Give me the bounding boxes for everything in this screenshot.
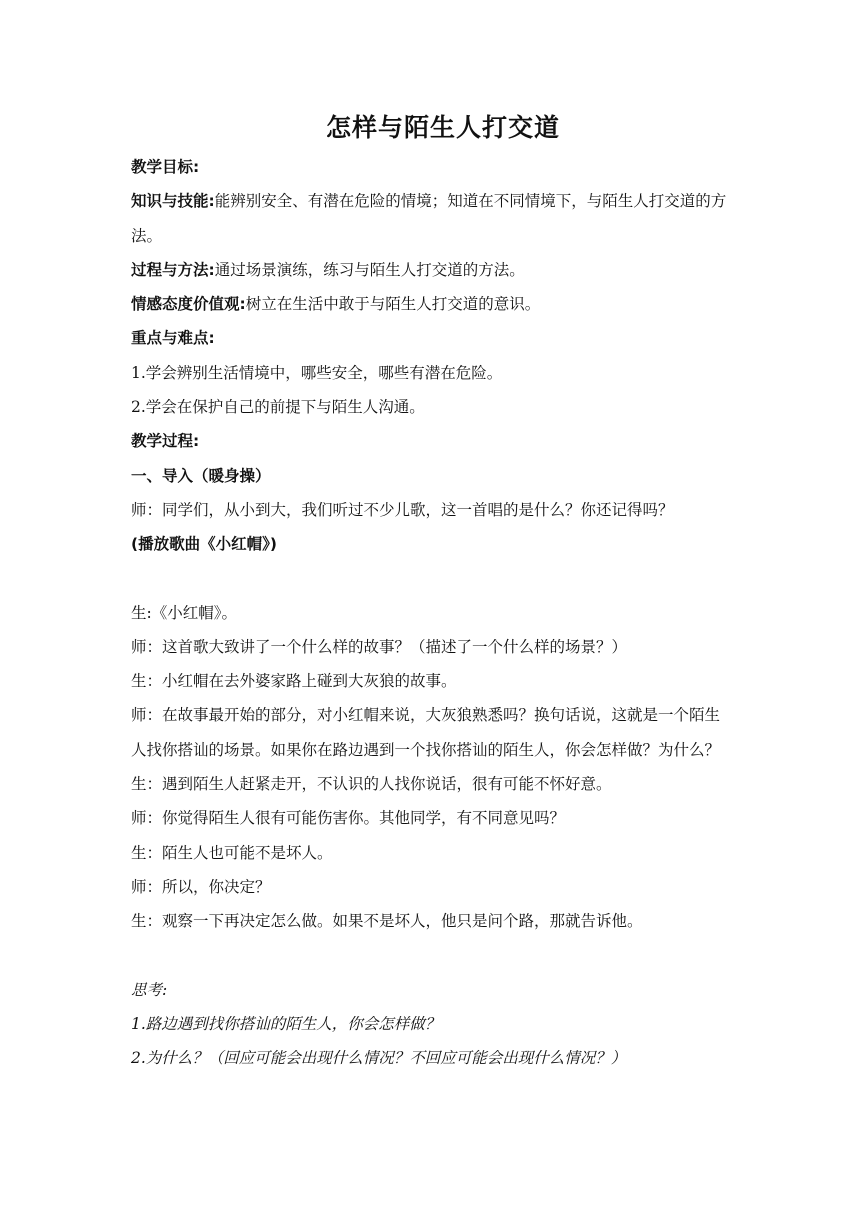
- dialogue-line: 师：在故事最开始的部分，对小红帽来说，大灰狼熟悉吗？换句话说，这就是一个陌生人找你搭讪的场景。如果你在路边遇到一个找你搭讪的陌生人，你会怎样做？为什么？: [131, 706, 721, 759]
- document-title: 怎样与陌生人打交道: [325, 113, 560, 142]
- objective-emotion-label: 情感态度价值观:: [131, 295, 246, 314]
- key-points-heading: 重点与难点:: [131, 329, 215, 348]
- objective-emotion-text: 树立在生活中敢于与陌生人打交道的意识。: [245, 295, 541, 314]
- song-note: (播放歌曲《小红帽》): [131, 535, 277, 554]
- dialogue-line: 师：所以，你决定？: [131, 877, 271, 896]
- objective-process-label: 过程与方法:: [131, 260, 215, 279]
- spacer: [131, 939, 731, 973]
- dialogue-line: 师：你觉得陌生人很有可能伤害你。其他同学，有不同意见吗？: [131, 809, 566, 828]
- section-1-title: 一、导入（暖身操）: [131, 466, 271, 485]
- objective-knowledge: [131, 184, 731, 253]
- process-heading: 教学过程:: [131, 432, 200, 451]
- dialogue-line: 师：这首歌大致讲了一个什么样的故事？（描述了一个什么样的场景？）: [131, 637, 628, 656]
- dialogue-line: 生：小红帽在去外婆家路上碰到大灰狼的故事。: [131, 672, 457, 691]
- key-point-item: 1.学会辨别生活情境中，哪些安全，哪些有潜在危险。: [131, 363, 503, 382]
- document-body: [131, 150, 731, 1075]
- objective-process-text: 通过场景演练，练习与陌生人打交道的方法。: [214, 260, 525, 279]
- objective-process: [131, 253, 731, 287]
- thinking-item: 1.路边遇到找你搭讪的陌生人，你会怎样做？: [131, 1014, 441, 1033]
- intro-line: 师：同学们，从小到大，我们听过不少儿歌，这一首唱的是什么？你还记得吗？: [131, 500, 674, 519]
- dialogue-line: 生:《小红帽》。: [131, 603, 237, 622]
- spacer: [131, 562, 731, 596]
- objectives-heading: 教学目标:: [131, 158, 200, 176]
- objective-knowledge-label: 知识与技能:: [131, 192, 215, 211]
- objective-emotion: [131, 287, 731, 321]
- key-point-item: 2.学会在保护自己的前提下与陌生人沟通。: [131, 398, 425, 417]
- thinking-item: 2.为什么？（回应可能会出现什么情况？不回应可能会出现什么情况？）: [131, 1049, 627, 1068]
- dialogue-line: 生：陌生人也可能不是坏人。: [131, 843, 333, 862]
- dialogue-line: 生：遇到陌生人赶紧走开，不认识的人找你说话，很有可能不怀好意。: [131, 775, 612, 794]
- thinking-heading: 思考:: [131, 980, 168, 999]
- objective-knowledge-text: 能辨别安全、有潜在危险的情境；知道在不同情境下，与陌生人打交道的方法。: [131, 192, 727, 245]
- dialogue-line: 生：观察一下再决定怎么做。如果不是坏人，他只是问个路，那就告诉他。: [131, 912, 643, 931]
